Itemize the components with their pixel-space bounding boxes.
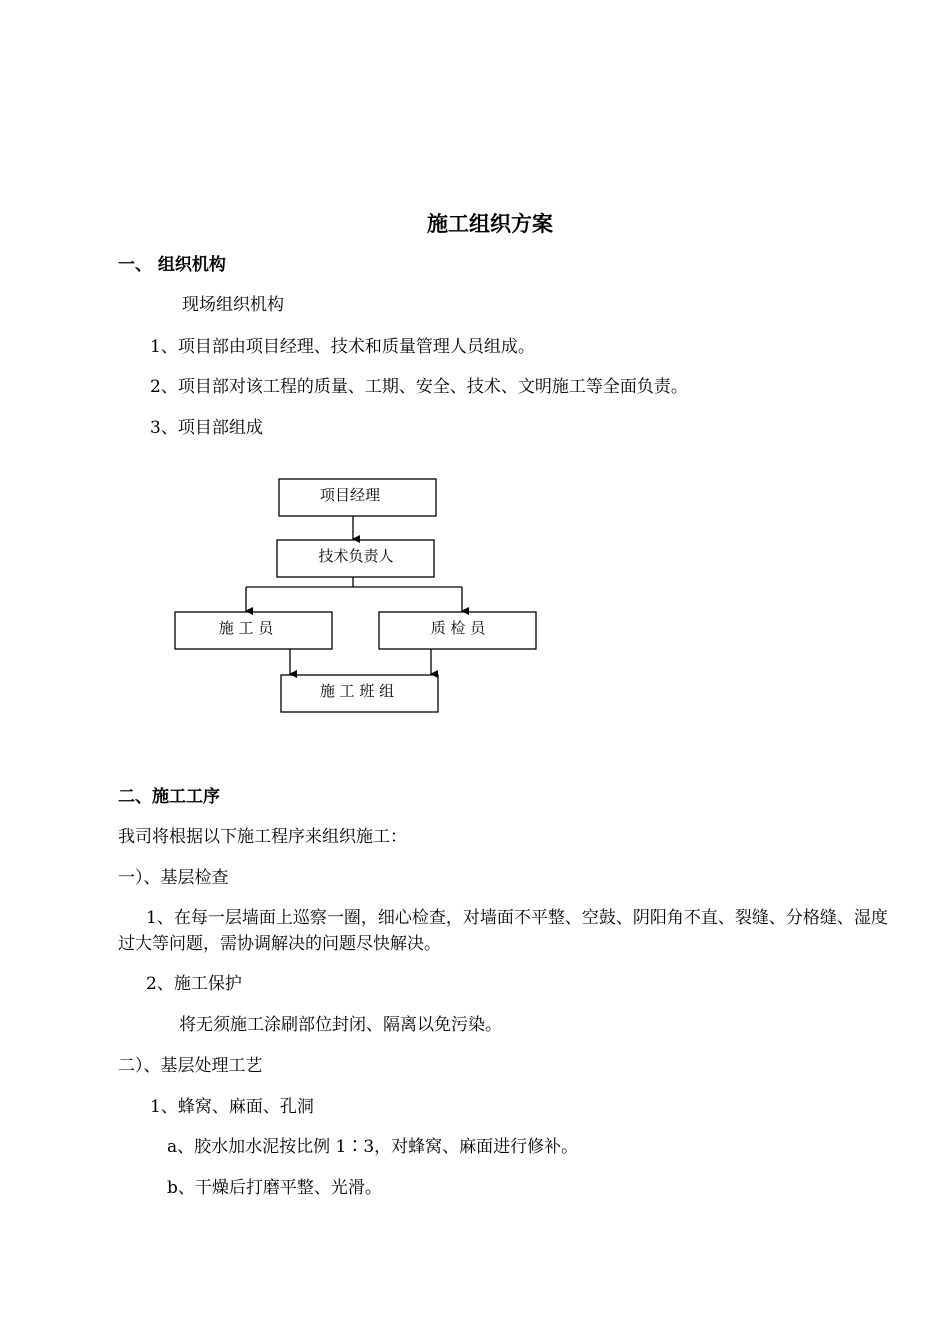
org-label-inspector: 质 检 员	[430, 619, 486, 637]
part2-heading: 二）、基层处理工艺	[118, 1056, 263, 1076]
org-chart	[0, 470, 950, 730]
part1-item-1: 1、在每一层墙面上巡察一圈，细心检查，对墙面不平整、空鼓、阴阳角不直、裂缝、分格缝、湿度过大等问题，需协调解决的问题尽快解决。	[118, 908, 888, 954]
part2-item-a: a、胶水加水泥按比例 1∶3，对蜂窝、麻面进行修补。	[167, 1137, 579, 1157]
section2-heading: 二、施工工序	[118, 787, 220, 807]
section1-item-3: 3、项目部组成	[150, 418, 263, 438]
section1-item-1: 1、项目部由项目经理、技术和质量管理人员组成。	[150, 337, 535, 357]
part1-item-2-heading: 2、施工保护	[146, 974, 242, 994]
page-title: 施工组织方案	[427, 212, 553, 236]
part2-item-1-heading: 1、蜂窝、麻面、孔洞	[150, 1097, 314, 1117]
org-label-team: 施 工 班 组	[319, 682, 395, 700]
org-label-constructor: 施 工 员	[218, 619, 274, 637]
part1-heading: 一）、基层检查	[118, 868, 229, 888]
section2-intro: 我司将根据以下施工程序来组织施工：	[118, 827, 407, 847]
part2-item-b: b、干燥后打磨平整、光滑。	[167, 1178, 382, 1198]
part1-item-2-body: 将无须施工涂刷部位封闭、隔离以免污染。	[179, 1015, 502, 1035]
org-label-manager: 项目经理	[319, 486, 381, 504]
section1-heading: 一、 组织机构	[118, 255, 226, 275]
section1-item-2: 2、项目部对该工程的质量、工期、安全、技术、文明施工等全面负责。	[150, 377, 688, 397]
org-label-tech-lead: 技术负责人	[318, 547, 394, 565]
section1-subheading: 现场组织机构	[182, 295, 284, 315]
